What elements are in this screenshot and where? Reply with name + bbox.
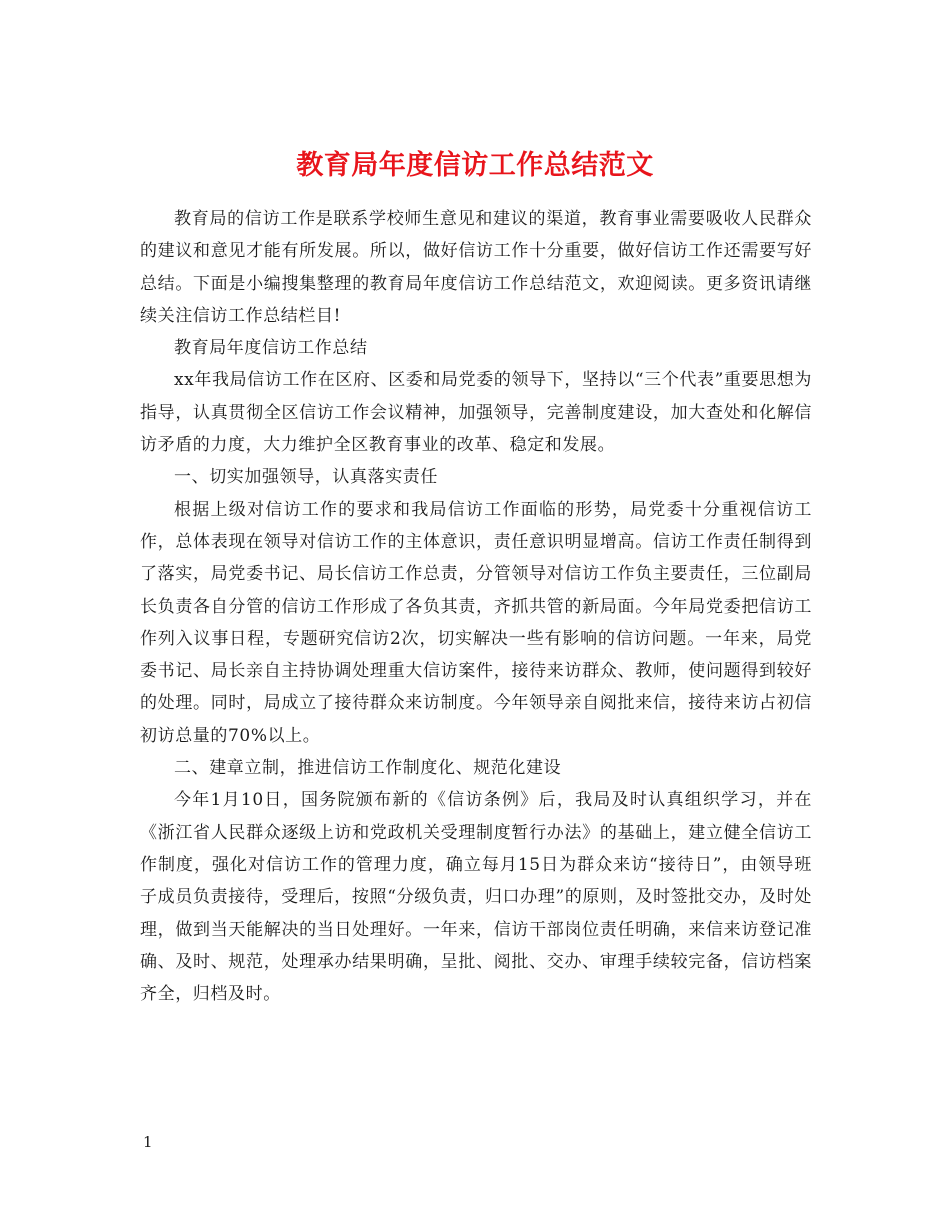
document-body <box>140 203 812 1010</box>
overview-paragraph: xx年我局信访工作在区府、区委和局党委的领导下，坚持以“三个代表”重要思想为指导，认真贯彻全区信访工作会议精神，加强领导，完善制度建设，加大查处和化解信访矛盾的力度，大力维护全区教育事业的改革、稳定和发展。 <box>140 370 812 456</box>
document-title: 教育局年度信访工作总结范文 <box>296 150 654 182</box>
section-one-heading: 一、切实加强领导，认真落实责任 <box>174 467 438 488</box>
section-two-paragraph: 今年1月10日，国务院颁布新的《信访条例》后，我局及时认真组织学习，并在《浙江省人民群众逐级上访和党政机关受理制度暂行办法》的基础上，建立健全信访工作制度，强化对信访工作的管理力度，确立每月15日为群众来访“接待日”，由领导班子成员负责接待，受理后，按照“分级负责，归口办理”的原则，及时签批交办，及时处理，做到当天能解决的当日处理好。一年来，信访干部岗位责任明确，来信来访登记准确、及时、规范，处理承办结果明确，呈批、阅批、交办、审理手续较完备，信访档案齐全，归档及时。 <box>140 790 812 1005</box>
section-one-paragraph: 根据上级对信访工作的要求和我局信访工作面临的形势，局党委十分重视信访工作，总体表现在领导对信访工作的主体意识，责任意识明显增高。信访工作责任制得到了落实，局党委书记、局长信访工作总责，分管领导对信访工作负主要责任，三位副局长负责各自分管的信访工作形成了各负其责，齐抓共管的新局面。今年局党委把信访工作列入议事日程，专题研究信访2次，切实解决一些有影响的信访问题。一年来，局党委书记、局长亲自主持协调处理重大信访案件，接待来访群众、教师，使问题得到较好的处理。同时，局成立了接待群众来访制度。今年领导亲自阅批来信，接待来访占初信初访总量的70%以上。 <box>140 499 812 746</box>
summary-heading: 教育局年度信访工作总结 <box>174 338 368 359</box>
section-two-heading: 二、建章立制，推进信访工作制度化、规范化建设 <box>174 758 562 779</box>
intro-paragraph: 教育局的信访工作是联系学校师生意见和建议的渠道，教育事业需要吸收人民群众的建议和意见才能有所发展。所以，做好信访工作十分重要，做好信访工作还需要写好总结。下面是小编搜集整理的教育局年度信访工作总结范文，欢迎阅读。更多资讯请继续关注信访工作总结栏目! <box>140 209 812 326</box>
page-number: 1 <box>143 1133 153 1151</box>
